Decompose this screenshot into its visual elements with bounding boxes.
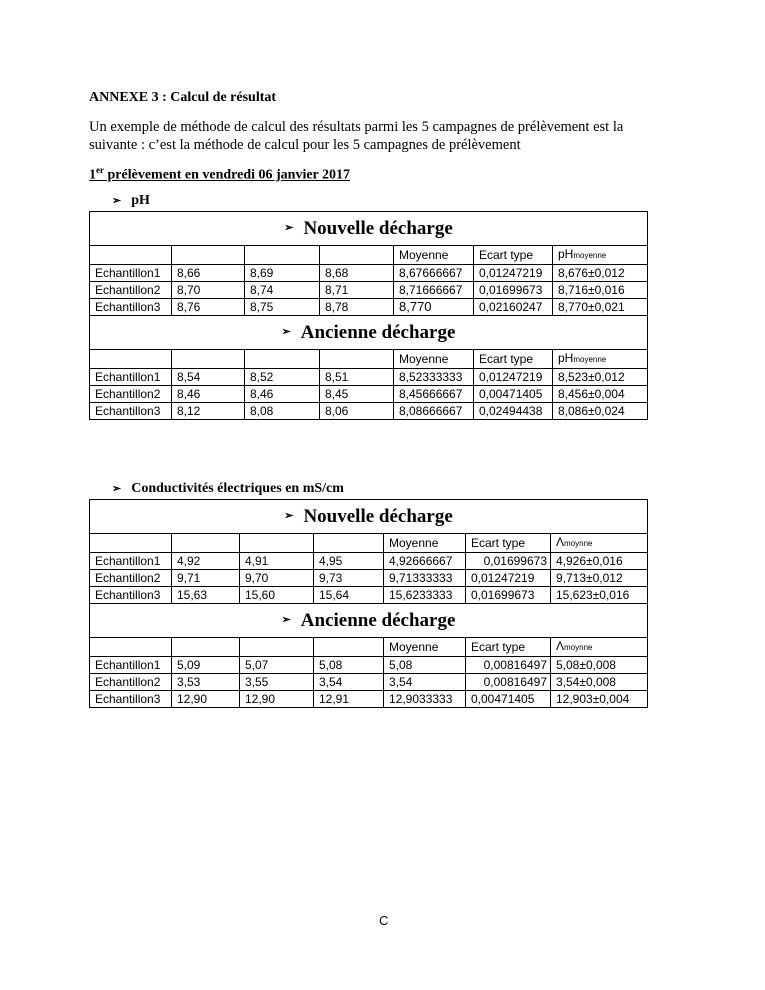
conductivity-bullet xyxy=(112,481,344,497)
mean-value: 3,54 xyxy=(384,674,466,691)
ph-old-title-row xyxy=(90,316,648,350)
conductivity-table xyxy=(89,499,648,708)
header-blank xyxy=(245,350,320,369)
measure-2: 5,07 xyxy=(240,657,314,674)
sd-value: 0,02160247 xyxy=(474,299,553,316)
sample-label: Echantillon1 xyxy=(90,553,172,570)
result-value: 5,08±0,008 xyxy=(551,657,648,674)
mean-value: 5,08 xyxy=(384,657,466,674)
arrow-bullet-icon: ➢ xyxy=(112,195,122,207)
result-value: 8,086±0,024 xyxy=(553,403,648,420)
mean-value: 15,6233333 xyxy=(384,587,466,604)
mean-value: 8,52333333 xyxy=(394,369,474,386)
header-result: pHmoyenne xyxy=(553,246,648,265)
page-footer-mark: C xyxy=(379,913,389,928)
result-value: 3,54±0,008 xyxy=(551,674,648,691)
table-row xyxy=(90,282,648,299)
cond-new-header-row xyxy=(90,534,648,553)
header-blank xyxy=(172,246,245,265)
table-row xyxy=(90,674,648,691)
measure-2: 3,55 xyxy=(240,674,314,691)
measure-2: 12,90 xyxy=(240,691,314,708)
measure-1: 8,46 xyxy=(172,386,245,403)
header-blank xyxy=(90,638,172,657)
header-mean: Moyenne xyxy=(384,534,466,553)
header-mean: Moyenne xyxy=(394,350,474,369)
header-mean: Moyenne xyxy=(394,246,474,265)
header-result: Λmoynne xyxy=(551,534,648,553)
sd-value: 0,01247219 xyxy=(474,369,553,386)
measure-1: 8,76 xyxy=(172,299,245,316)
sd-value: 0,00471405 xyxy=(466,691,551,708)
sampling-number: 1 xyxy=(89,167,96,183)
header-blank xyxy=(90,350,172,369)
intro-line-1: Un exemple de méthode de calcul des résultats parmi les 5 campagnes de prélèvement est la xyxy=(89,119,624,135)
ph-old-header-row xyxy=(90,350,648,369)
sample-label: Echantillon2 xyxy=(90,386,172,403)
sample-label: Echantillon2 xyxy=(90,674,172,691)
annex-title: ANNEXE 3 : Calcul de résultat xyxy=(89,90,277,105)
cond-new-title-row xyxy=(90,500,648,534)
header-result: Λmoynne xyxy=(551,638,648,657)
measure-1: 8,12 xyxy=(172,403,245,420)
sd-value: 0,01247219 xyxy=(466,570,551,587)
sample-label: Echantillon3 xyxy=(90,691,172,708)
header-blank xyxy=(90,534,172,553)
header-blank xyxy=(172,534,240,553)
result-value: 8,523±0,012 xyxy=(553,369,648,386)
table-row xyxy=(90,657,648,674)
sample-label: Echantillon3 xyxy=(90,299,172,316)
mean-value: 8,770 xyxy=(394,299,474,316)
intro-line-2: suivante : c’est la méthode de calcul pour les 5 campagnes de prélèvement xyxy=(89,137,521,153)
sd-value: 0,01699673 xyxy=(474,282,553,299)
measure-3: 9,73 xyxy=(314,570,384,587)
mean-value: 9,71333333 xyxy=(384,570,466,587)
sampling-text: prélèvement en vendredi 06 janvier 2017 xyxy=(104,167,351,183)
arrow-bullet-icon: ➢ xyxy=(281,614,291,626)
header-blank xyxy=(320,246,394,265)
mean-value: 4,92666667 xyxy=(384,553,466,570)
measure-3: 8,78 xyxy=(320,299,394,316)
measure-2: 4,91 xyxy=(240,553,314,570)
measure-1: 3,53 xyxy=(172,674,240,691)
cond-new-section-title: ➢ Nouvelle décharge xyxy=(90,500,648,534)
measure-1: 5,09 xyxy=(172,657,240,674)
measure-2: 8,52 xyxy=(245,369,320,386)
table-row xyxy=(90,553,648,570)
measure-3: 8,45 xyxy=(320,386,394,403)
header-blank xyxy=(314,534,384,553)
header-sd: Ecart type xyxy=(474,350,553,369)
result-value: 9,713±0,012 xyxy=(551,570,648,587)
result-value: 8,716±0,016 xyxy=(553,282,648,299)
measure-1: 15,63 xyxy=(172,587,240,604)
measure-3: 8,51 xyxy=(320,369,394,386)
measure-3: 8,68 xyxy=(320,265,394,282)
measure-3: 12,91 xyxy=(314,691,384,708)
header-blank xyxy=(240,638,314,657)
table-row xyxy=(90,691,648,708)
sd-value: 0,00471405 xyxy=(474,386,553,403)
table-row xyxy=(90,265,648,282)
table-row xyxy=(90,587,648,604)
sd-value: 0,01699673 xyxy=(466,587,551,604)
measure-3: 15,64 xyxy=(314,587,384,604)
header-blank xyxy=(240,534,314,553)
sample-label: Echantillon1 xyxy=(90,657,172,674)
mean-value: 8,67666667 xyxy=(394,265,474,282)
measure-1: 12,90 xyxy=(172,691,240,708)
measure-1: 4,92 xyxy=(172,553,240,570)
ph-new-title-row xyxy=(90,212,648,246)
sample-label: Echantillon2 xyxy=(90,282,172,299)
result-value: 8,676±0,012 xyxy=(553,265,648,282)
measure-2: 8,46 xyxy=(245,386,320,403)
result-value: 12,903±0,004 xyxy=(551,691,648,708)
table-row xyxy=(90,369,648,386)
result-value: 4,926±0,016 xyxy=(551,553,648,570)
mean-value: 8,08666667 xyxy=(394,403,474,420)
sd-value: 0,01247219 xyxy=(474,265,553,282)
sample-label: Echantillon3 xyxy=(90,403,172,420)
sd-value: 0,00816497 xyxy=(466,657,551,674)
ph-new-header-row xyxy=(90,246,648,265)
header-blank xyxy=(172,350,245,369)
header-result: pHmoyenne xyxy=(553,350,648,369)
mean-value: 8,71666667 xyxy=(394,282,474,299)
sample-label: Echantillon3 xyxy=(90,587,172,604)
header-blank xyxy=(90,246,172,265)
result-value: 15,623±0,016 xyxy=(551,587,648,604)
sample-label: Echantillon2 xyxy=(90,570,172,587)
measure-3: 8,71 xyxy=(320,282,394,299)
ph-bullet xyxy=(112,193,150,209)
measure-3: 3,54 xyxy=(314,674,384,691)
measure-1: 8,70 xyxy=(172,282,245,299)
table-row xyxy=(90,299,648,316)
cond-old-title-row xyxy=(90,604,648,638)
header-blank xyxy=(314,638,384,657)
cond-old-header-row xyxy=(90,638,648,657)
sampling-date-heading xyxy=(89,165,350,184)
ph-bullet-label: pH xyxy=(131,193,150,208)
ph-table xyxy=(89,211,648,420)
measure-2: 9,70 xyxy=(240,570,314,587)
table-row xyxy=(90,386,648,403)
sd-value: 0,01699673 xyxy=(466,553,551,570)
arrow-bullet-icon: ➢ xyxy=(284,222,294,234)
measure-3: 4,95 xyxy=(314,553,384,570)
measure-1: 8,54 xyxy=(172,369,245,386)
sd-value: 0,00816497 xyxy=(466,674,551,691)
measure-2: 8,74 xyxy=(245,282,320,299)
header-blank xyxy=(172,638,240,657)
arrow-bullet-icon: ➢ xyxy=(112,483,122,495)
measure-3: 8,06 xyxy=(320,403,394,420)
header-sd: Ecart type xyxy=(474,246,553,265)
arrow-bullet-icon: ➢ xyxy=(281,326,291,338)
mean-value: 8,45666667 xyxy=(394,386,474,403)
table-row xyxy=(90,570,648,587)
ph-old-section-title: ➢ Ancienne décharge xyxy=(90,316,648,350)
sample-label: Echantillon1 xyxy=(90,265,172,282)
header-sd: Ecart type xyxy=(466,534,551,553)
header-blank xyxy=(245,246,320,265)
ph-new-section-title: ➢ Nouvelle décharge xyxy=(90,212,648,246)
arrow-bullet-icon: ➢ xyxy=(284,510,294,522)
measure-3: 5,08 xyxy=(314,657,384,674)
measure-1: 8,66 xyxy=(172,265,245,282)
cond-old-section-title: ➢ Ancienne décharge xyxy=(90,604,648,638)
result-value: 8,456±0,004 xyxy=(553,386,648,403)
sd-value: 0,02494438 xyxy=(474,403,553,420)
sample-label: Echantillon1 xyxy=(90,369,172,386)
measure-2: 8,08 xyxy=(245,403,320,420)
measure-2: 8,69 xyxy=(245,265,320,282)
measure-1: 9,71 xyxy=(172,570,240,587)
sampling-superscript: er xyxy=(96,165,104,175)
measure-2: 8,75 xyxy=(245,299,320,316)
header-blank xyxy=(320,350,394,369)
result-value: 8,770±0,021 xyxy=(553,299,648,316)
header-sd: Ecart type xyxy=(466,638,551,657)
conductivity-bullet-label: Conductivités électriques en mS/cm xyxy=(131,481,344,496)
header-mean: Moyenne xyxy=(384,638,466,657)
table-row xyxy=(90,403,648,420)
mean-value: 12,9033333 xyxy=(384,691,466,708)
measure-2: 15,60 xyxy=(240,587,314,604)
